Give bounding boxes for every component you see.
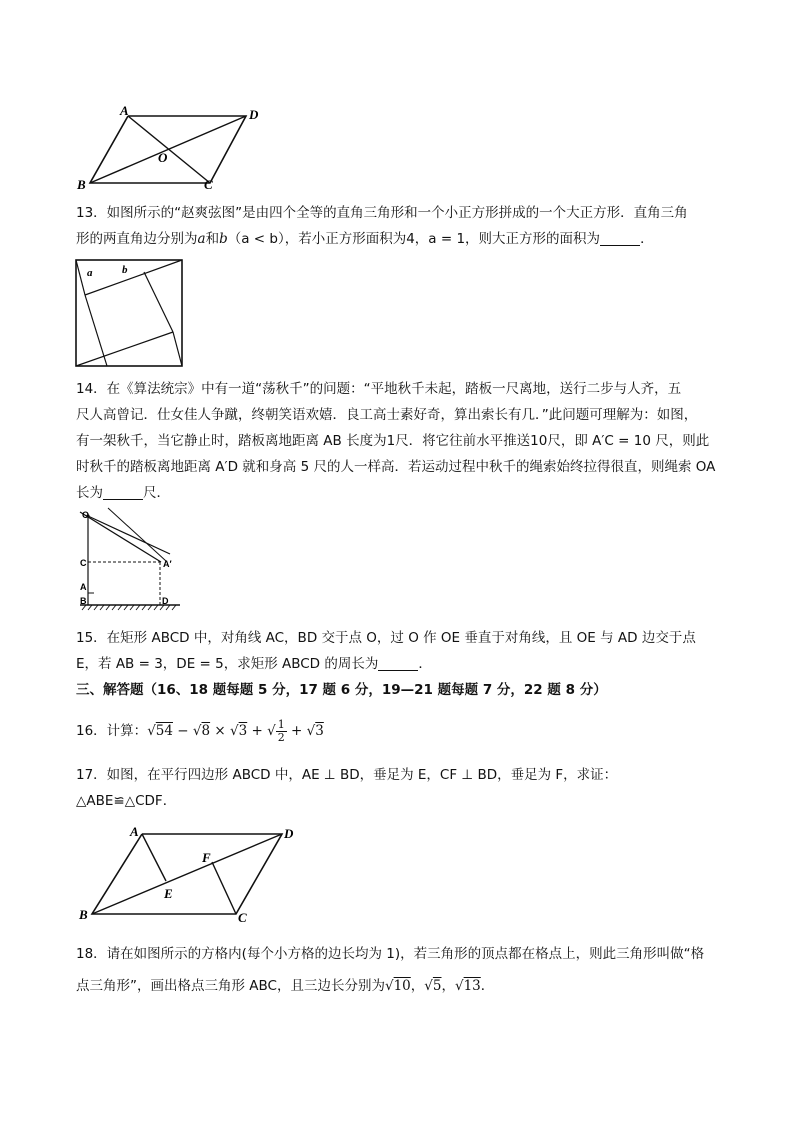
sqrt-54: √54 bbox=[147, 723, 173, 739]
section-3-heading: 三、解答题（16、18 题每题 5 分，17 题 6 分，19—21 题每题 7 分，22 题 8 分） bbox=[76, 682, 607, 698]
sqrt-13: √13 bbox=[454, 978, 481, 994]
q14-suffix: 尺． bbox=[143, 485, 170, 501]
label-d: D bbox=[162, 596, 169, 606]
figure-parallelogram-abcd-o bbox=[72, 102, 272, 194]
sqrt-8: √8 bbox=[192, 723, 211, 739]
minus-sign: − bbox=[177, 723, 189, 739]
q14-line-5 bbox=[76, 480, 724, 506]
sqrt-3: √3 bbox=[230, 723, 248, 739]
label-b: B bbox=[77, 177, 86, 192]
q13-and: 和 bbox=[205, 231, 220, 247]
question-18 bbox=[76, 938, 724, 1002]
plus-sign: + bbox=[291, 723, 303, 739]
label-a: A bbox=[80, 582, 87, 592]
sqrt-10: √10 bbox=[384, 978, 411, 994]
question-16 bbox=[76, 716, 724, 746]
label-b: B bbox=[80, 596, 87, 606]
q14-prefix: 长为 bbox=[76, 485, 103, 501]
label-c: C bbox=[204, 177, 213, 192]
q13-condition: （a < b），若小正方形面积为4，a = 1，则大正方形的面积为 bbox=[227, 231, 601, 247]
q18-line-2 bbox=[76, 970, 724, 1002]
label-a: a bbox=[87, 267, 93, 279]
figure-swing bbox=[74, 506, 186, 618]
q13-var-a: a bbox=[197, 231, 206, 247]
q15-end: ． bbox=[418, 656, 432, 672]
plus-sign: + bbox=[251, 723, 263, 739]
label-a-prime: A′ bbox=[163, 559, 172, 569]
label-o: O bbox=[158, 150, 168, 165]
label-d: D bbox=[249, 107, 259, 122]
figure-parallelogram-abcd-ef bbox=[74, 822, 304, 926]
question-13 bbox=[76, 200, 724, 252]
q15-line-2 bbox=[76, 651, 724, 677]
label-e: E bbox=[164, 886, 173, 901]
sqrt-3: √3 bbox=[306, 723, 324, 739]
numerator: 1 bbox=[277, 718, 285, 731]
label-b: b bbox=[122, 264, 128, 276]
times-sign: × bbox=[214, 723, 226, 739]
q17-line-1: 17．如图，在平行四边形 ABCD 中，AE ⊥ BD，垂足为 E，CF ⊥ BD，垂足为 F，求证： bbox=[76, 767, 618, 783]
label-c: C bbox=[238, 910, 247, 925]
q18-text: 点三角形”，画出格点三角形 ABC，且三边长分别为 bbox=[76, 978, 385, 994]
separator: ， bbox=[410, 978, 425, 994]
q13-text: 形的两直角边分别为 bbox=[76, 231, 198, 247]
q17-line-2: △ABE≌△CDF． bbox=[76, 793, 177, 809]
q14-line-4: 时秋千的踏板离地距离 A′D 就和身高 5 尺的人一样高．若运动过程中秋千的绳索始终拉得很直，则绳索 OA bbox=[76, 459, 716, 475]
label-a: A bbox=[120, 103, 129, 118]
q15-line-1: 15．在矩形 ABCD 中，对角线 AC，BD 交于点 O，过 O 作 OE 垂直于对角线，且 OE 与 AD 边交于点 bbox=[76, 630, 696, 646]
label-d: D bbox=[284, 826, 294, 841]
answer-blank[interactable] bbox=[600, 231, 640, 246]
question-17 bbox=[76, 762, 724, 814]
label-b: B bbox=[79, 907, 88, 922]
answer-blank[interactable] bbox=[378, 656, 418, 671]
q14-line-3: 有一架秋千，当它静止时，踏板离地距离 AB 长度为1尺．将它往前水平推送10尺，即 A′C = 10 尺，则此 bbox=[76, 433, 710, 449]
label-o: O bbox=[82, 510, 90, 520]
answer-blank[interactable] bbox=[103, 485, 143, 500]
q14-line-2: 尺人高曾记．仕女佳人争蹴，终朝笑语欢嬉．良工高士素好奇，算出索长有几．”此问题可理解为：如图， bbox=[76, 407, 698, 423]
question-14 bbox=[76, 376, 724, 506]
denominator: 2 bbox=[277, 731, 285, 744]
q18-end: ． bbox=[480, 978, 495, 994]
sqrt-half: √ $\frac{1}{2}$ bbox=[267, 718, 285, 744]
sqrt-5: √5 bbox=[424, 978, 442, 994]
q13-var-b: b bbox=[219, 231, 228, 247]
label-a: A bbox=[130, 824, 139, 839]
q18-line-1: 18．请在如图所示的方格内(每个小方格的边长均为 1)，若三角形的顶点都在格点上，则此三角形叫做“格 bbox=[76, 946, 705, 962]
label-c: C bbox=[80, 558, 87, 568]
figure-zhao-shuang-diagram bbox=[74, 258, 186, 370]
q16-line bbox=[76, 716, 724, 746]
q13-line-1: 13．如图所示的“赵爽弦图”是由四个全等的直角三角形和一个小正方形拼成的一个大正方形．直角三角 bbox=[76, 205, 688, 221]
q13-end: ． bbox=[640, 231, 654, 247]
separator: ， bbox=[441, 978, 455, 994]
q14-line-1: 14．在《算法统宗》中有一道“荡秋千”的问题：“平地秋千未起，踏板一尺离地，送行二步与人齐，五 bbox=[76, 381, 682, 397]
q15-text: E，若 AB = 3，DE = 5，求矩形 ABCD 的周长为 bbox=[76, 656, 379, 672]
q13-line-2 bbox=[76, 226, 724, 252]
q16-prefix: 16．计算： bbox=[76, 723, 148, 739]
question-15 bbox=[76, 625, 724, 703]
label-f: F bbox=[202, 850, 211, 865]
